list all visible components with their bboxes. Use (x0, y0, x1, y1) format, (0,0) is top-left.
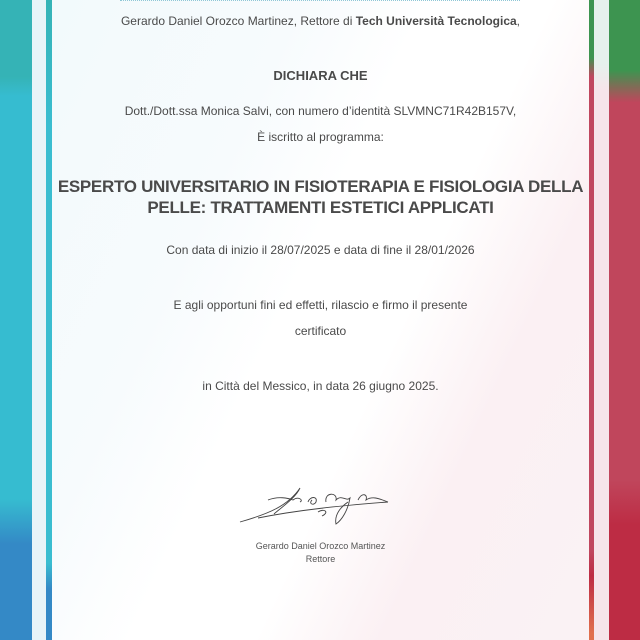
signatory-role: Rettore (305, 554, 336, 564)
right-border-strip (594, 0, 609, 640)
comma: , (516, 14, 521, 28)
right-outer-border (609, 0, 640, 640)
program-title (52, 176, 589, 218)
program-title-line-2: PELLE: TRATTAMENTI ESTETICI APPLICATI (147, 198, 494, 217)
issuer-text: Gerardo Daniel Orozco Martinez, Rettore di (120, 14, 356, 28)
place-date: in Città del Messico, in data 26 giugno 2025. (202, 379, 439, 393)
left-outer-border (0, 0, 32, 640)
issue-text-line-1: E agli opportuni fini ed effetti, rilascio e firmo il presente (173, 298, 468, 312)
dates-text: Con data di inizio il 28/07/2025 e data di fine il 28/01/2026 (166, 243, 475, 257)
declares-heading: DICHIARA CHE (273, 68, 368, 83)
issuer-line (52, 14, 589, 28)
left-border-strip (32, 0, 46, 640)
signatory-name: Gerardo Daniel Orozco Martinez (255, 541, 386, 551)
program-title-line-1: ESPERTO UNIVERSITARIO IN FISIOTERAPIA E FISIOLOGIA DELLA (57, 177, 584, 196)
dotted-divider (120, 0, 520, 1)
student-line: Dott./Dott.ssa Monica Salvi, con numero d’identità SLVMNC71R42B157V, (124, 104, 517, 118)
university-name: Tech Università Tecnologica (355, 14, 517, 28)
enrolled-text: È iscritto al programma: (257, 130, 384, 144)
issue-text-line-2: certificato (294, 324, 347, 338)
signature-image (238, 484, 394, 530)
